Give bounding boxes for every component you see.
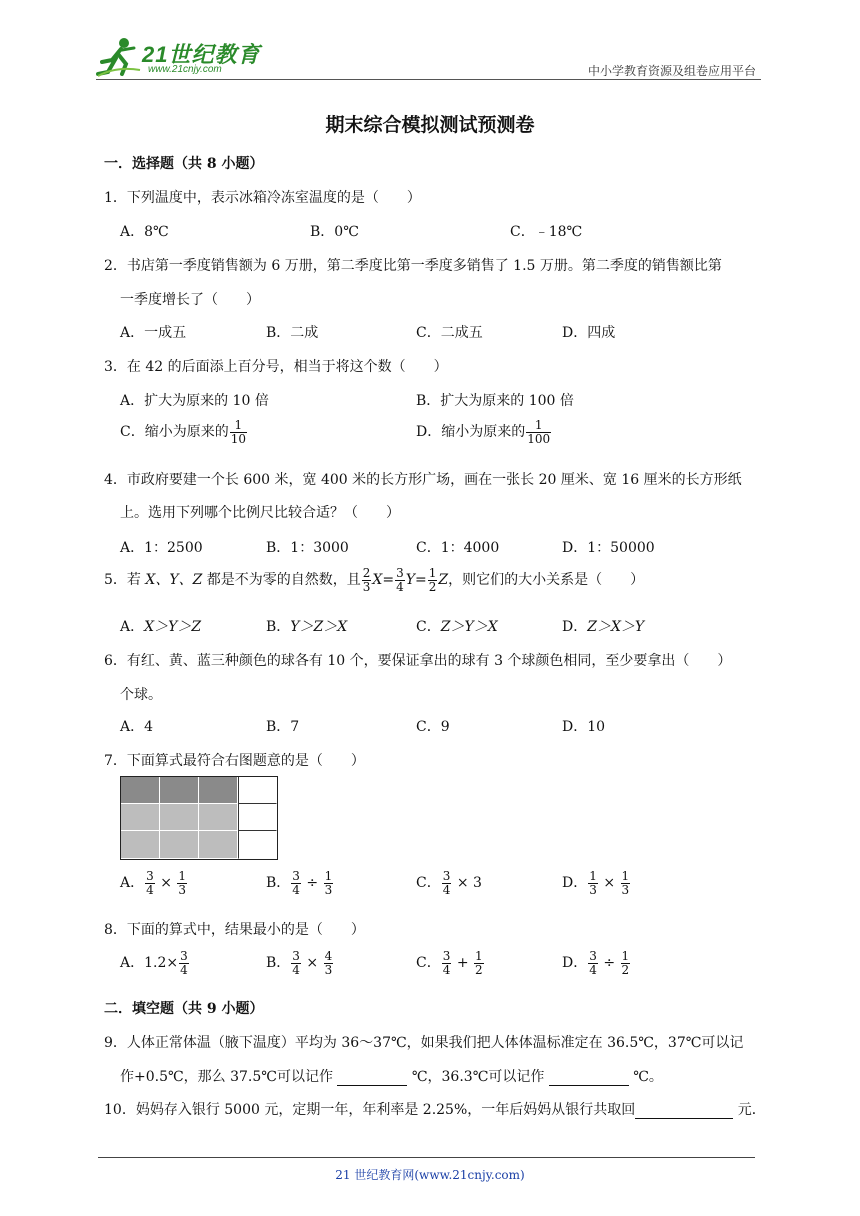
q6-option-d: D．10 [562, 719, 606, 735]
fraction [324, 870, 334, 896]
question-8-stem: 8．下面的算式中，结果最小的是（ ） [104, 922, 365, 938]
grid-cell-light [121, 804, 160, 831]
q1-option-a: A．8℃ [120, 224, 169, 240]
q9-text: ℃。 [633, 1069, 663, 1085]
numerator: 3 [292, 869, 300, 883]
numerator: 1 [621, 869, 630, 883]
fraction [291, 950, 301, 976]
question-9-stem-cont [120, 1066, 663, 1086]
numerator: 1 [526, 419, 551, 433]
q8-option-d [562, 950, 631, 976]
q9-text: 作+0.5℃，那么 37.5℃可以记作 [120, 1069, 333, 1085]
fraction [177, 870, 187, 896]
answer-blank[interactable] [549, 1071, 629, 1086]
numerator: 3 [442, 869, 451, 883]
q2-option-d: D．四成 [562, 325, 616, 341]
q6-option-c: C．9 [416, 719, 450, 735]
q1-option-b: B．0℃ [310, 224, 359, 240]
grid-cell-dark [199, 777, 238, 804]
numerator: 1 [178, 869, 187, 883]
grid-cell-dark [121, 777, 160, 804]
denominator: 2 [428, 579, 437, 594]
question-7-stem: 7．下面算式最符合右图题意的是（ ） [104, 753, 365, 769]
site-logo [96, 36, 261, 80]
option-label: D． [562, 619, 588, 635]
question-6-stem-cont: 个球。 [120, 687, 162, 703]
numerator: 3 [146, 869, 154, 883]
q6-option-b: B．7 [266, 719, 300, 735]
footer-text: 21 世纪教育网(www.21cnjy.com) [335, 1168, 525, 1182]
numerator: 1 [621, 949, 630, 963]
operator: ÷ [603, 955, 616, 972]
option-value: Y＞Z＞X [290, 619, 348, 635]
footer-divider [98, 1157, 755, 1158]
fraction [230, 419, 247, 445]
q10-text: 元． [737, 1102, 766, 1118]
operator: × 3 [456, 875, 482, 892]
option-label: A． [120, 619, 145, 635]
fraction [588, 870, 598, 896]
fraction [588, 950, 598, 976]
q4-option-c: C．1：4000 [416, 540, 500, 556]
q1-option-c: C．﹣18℃ [510, 224, 583, 240]
q9-text: ℃，36.3℃可以记作 [411, 1069, 545, 1085]
numerator: 3 [442, 949, 451, 963]
q7-option-b [266, 870, 334, 896]
fraction [291, 870, 301, 896]
numerator: 1 [230, 419, 247, 433]
option-label: A． [120, 875, 145, 892]
numerator: 1 [475, 949, 483, 963]
numerator: 4 [324, 949, 333, 963]
fraction [621, 870, 631, 896]
option-label: D． [562, 875, 588, 892]
denominator: 4 [396, 579, 404, 594]
grid-cell-dark [160, 777, 199, 804]
grid-cell-light [160, 831, 199, 859]
q4-option-d: D．1：50000 [562, 540, 655, 556]
denominator: 2 [621, 962, 630, 977]
q4-option-b: B．1：3000 [266, 540, 349, 556]
grid-cell-light [199, 804, 238, 831]
denominator: 2 [475, 962, 483, 977]
fraction [324, 950, 334, 976]
q7-option-a [120, 870, 188, 896]
question-6-stem: 6．有红、黄、蓝三种颜色的球各有 10 个，要保证拿出的球有 3 个球颜色相同，至少要拿出（ ） [104, 653, 732, 669]
var-x: X [372, 572, 383, 589]
q3-option-d-text: D．缩小为原来的 [416, 424, 526, 441]
page-title: 期末综合模拟测试预测卷 [325, 114, 535, 136]
question-2-stem-cont: 一季度增长了（ ） [120, 292, 260, 308]
fraction [428, 567, 438, 593]
fraction [145, 870, 155, 896]
fraction [442, 950, 452, 976]
operator: × [306, 955, 319, 972]
q5-option-d [562, 616, 644, 636]
denominator: 3 [362, 579, 371, 594]
q4-option-a: A．1：2500 [120, 540, 203, 556]
section-heading-choice: 一．选择题（共 8 小题） [104, 156, 264, 172]
option-label: A．1.2× [120, 955, 179, 972]
grid-cell-light [121, 831, 160, 859]
q6-option-a: A．4 [120, 719, 154, 735]
q8-option-c [416, 950, 485, 976]
q10-text: 10．妈妈存入银行 5000 元，定期一年，年利率是 2.25%，一年后妈妈从银行共取回 [104, 1102, 636, 1118]
option-value: Z＞Y＞X [440, 619, 498, 635]
q3-option-c-text: C．缩小为原来的 [120, 424, 229, 441]
numerator: 3 [180, 949, 188, 963]
denominator: 4 [180, 962, 188, 977]
logo-url: www.21cnjy.com [148, 64, 222, 75]
fraction [526, 419, 551, 445]
answer-blank[interactable] [337, 1071, 407, 1086]
logo-text: 21世纪教育 [142, 42, 261, 67]
q2-option-a: A．一成五 [120, 325, 187, 341]
denominator: 4 [589, 962, 597, 977]
fraction [395, 567, 405, 593]
option-label: B． [266, 875, 291, 892]
numerator: 2 [362, 566, 371, 580]
q3-option-a: A．扩大为原来的 10 倍 [120, 393, 269, 409]
option-label: B． [266, 619, 291, 635]
denominator: 100 [527, 431, 551, 446]
numerator: 3 [396, 566, 404, 580]
q5-text: 5．若 [104, 572, 146, 589]
denominator: 3 [621, 882, 630, 897]
question-3-stem: 3．在 42 的后面添上百分号，相当于将这个数（ ） [104, 359, 448, 375]
numerator: 3 [589, 949, 597, 963]
option-label: C． [416, 619, 441, 635]
denominator: 3 [324, 962, 333, 977]
fraction [362, 567, 372, 593]
runner-icon [96, 36, 142, 78]
option-label: C． [416, 875, 441, 892]
q2-option-c: C．二成五 [416, 325, 483, 341]
q5-text: ，则它们的大小关系是（ ） [448, 572, 645, 589]
grid-cell-empty [238, 831, 277, 859]
answer-blank[interactable] [635, 1104, 733, 1119]
denominator: 10 [230, 431, 246, 446]
q7-option-c [416, 870, 482, 896]
fraction [474, 950, 484, 976]
question-10-stem [104, 1099, 766, 1119]
q2-option-b: B．二成 [266, 325, 319, 341]
option-value: Z＞X＞Y [587, 619, 645, 635]
q7-option-d [562, 870, 631, 896]
numerator: 3 [292, 949, 300, 963]
operator: ÷ [306, 875, 319, 892]
q5-option-b [266, 616, 347, 636]
question-2-stem: 2．书店第一季度销售额为 6 万册，第二季度比第一季度多销售了 1.5 万册。第二季度的销售额比第 [104, 258, 722, 274]
grid-cell-empty [238, 804, 277, 831]
numerator: 1 [589, 869, 597, 883]
q5-option-a [120, 616, 201, 636]
fraction [179, 950, 189, 976]
denominator: 3 [324, 882, 333, 897]
denominator: 3 [589, 882, 597, 897]
var-z: Z [438, 572, 449, 589]
denominator: 4 [442, 962, 451, 977]
q8-option-a [120, 950, 190, 976]
numerator: 1 [428, 566, 437, 580]
q5-variables: X、Y、Z [145, 572, 203, 589]
var-y: Y [405, 572, 415, 589]
equals: = [382, 572, 395, 589]
section-heading-fill: 二．填空题（共 9 小题） [104, 1001, 264, 1017]
grid-cell-light [199, 831, 238, 859]
equals: = [414, 572, 427, 589]
operator: + [456, 955, 469, 972]
q3-option-d [416, 419, 552, 445]
q8-option-b [266, 950, 334, 976]
question-1-stem: 1．下列温度中，表示冰箱冷冻室温度的是（ ） [104, 190, 421, 206]
question-5-stem [104, 567, 644, 593]
question-4-stem: 4．市政府要建一个长 600 米，宽 400 米的长方形广场，画在一张长 20 厘米、宽 16 厘米的长方形纸 [104, 472, 742, 488]
fraction [621, 950, 631, 976]
grid-cell-empty [238, 777, 277, 804]
platform-name: 中小学教育资源及组卷应用平台 [587, 64, 756, 78]
q3-option-b: B．扩大为原来的 100 倍 [416, 393, 574, 409]
denominator: 4 [292, 962, 300, 977]
operator: × [603, 875, 616, 892]
grid-cell-light [160, 804, 199, 831]
q5-text: 都是不为零的自然数，且 [202, 572, 361, 589]
option-value: X＞Y＞Z [144, 619, 202, 635]
denominator: 3 [178, 882, 187, 897]
q5-option-c [416, 616, 498, 636]
question-4-stem-cont: 上。选用下列哪个比例尺比较合适？（ ） [120, 505, 400, 521]
numerator: 1 [324, 869, 333, 883]
header-divider [96, 79, 761, 80]
denominator: 4 [146, 882, 154, 897]
option-label: C． [416, 955, 441, 972]
shaded-grid-figure [120, 776, 278, 860]
option-label: B． [266, 955, 291, 972]
denominator: 4 [292, 882, 300, 897]
operator: × [160, 875, 172, 892]
fraction [442, 870, 452, 896]
denominator: 4 [442, 882, 451, 897]
q3-option-c [120, 419, 248, 445]
question-9-stem: 9．人体正常体温（腋下温度）平均为 36～37℃，如果我们把人体体温标准定在 36.5℃，37℃可以记 [104, 1035, 744, 1051]
option-label: D． [562, 955, 588, 972]
